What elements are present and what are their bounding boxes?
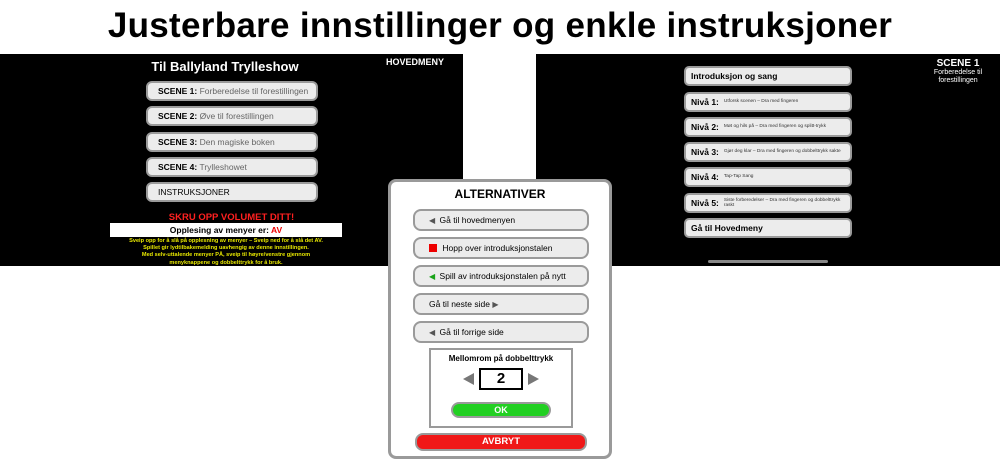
scene-desc: Forberedelse til forestillingen <box>199 86 309 96</box>
level-2-button[interactable] <box>684 117 852 137</box>
scene-1-button[interactable] <box>146 81 318 101</box>
triangle-right-icon: ▶ <box>492 300 499 309</box>
level-desc: Gjør deg klar – Dra med fingeren og dobbelttrykk sakte <box>723 149 841 155</box>
go-main-menu-button[interactable] <box>684 218 852 238</box>
instructions-button[interactable] <box>146 182 318 202</box>
replay-intro-option[interactable] <box>413 265 589 287</box>
scene-header <box>916 58 1000 84</box>
dialog-title: ALTERNATIVER <box>454 187 546 201</box>
option-label: Gå til hovedmenyen <box>439 215 516 225</box>
help-line: Sveip opp for å slå på opplesning av menyer – Sveip ned for å slå det AV. <box>129 238 323 244</box>
reading-value: AV <box>271 225 283 235</box>
level-1-button[interactable] <box>684 92 852 112</box>
ok-button[interactable]: OK <box>451 402 551 418</box>
help-line: Med selv-uttalende menyer PÅ, sveip til høyre/venstre gjennom <box>141 252 311 259</box>
level-label: Nivå 1: <box>691 97 719 107</box>
gap-value: 2 <box>479 368 523 390</box>
option-label: Gå til neste side <box>429 299 490 309</box>
scene-label: SCENE 2: <box>158 111 198 121</box>
level-label: Gå til Hovedmeny <box>691 223 763 233</box>
increase-arrow-icon[interactable] <box>527 372 541 386</box>
level-label: Nivå 4: <box>691 172 719 182</box>
scene-desc: Den magiske boken <box>199 137 275 147</box>
scene-label: SCENE 1: <box>158 86 198 96</box>
triangle-left-icon: ◀ <box>429 216 436 225</box>
intro-song-button[interactable] <box>684 66 852 86</box>
gap-title: Mellomrom på dobbelttrykk <box>448 354 554 363</box>
level-label: Nivå 5: <box>691 198 719 208</box>
level-desc: Utforsk scenen – Dra med fingeren <box>723 99 799 105</box>
go-main-menu-option[interactable] <box>413 209 589 231</box>
skip-intro-option[interactable] <box>413 237 589 259</box>
level-desc: Tap-Tap Sang <box>723 174 754 180</box>
home-indicator[interactable] <box>708 260 828 263</box>
help-line: Spillet gir lydtilbakemelding uavhengig av denne innstillingen. <box>143 245 309 252</box>
level-4-button[interactable] <box>684 167 852 187</box>
reading-label: Opplesing av menyer er: <box>169 225 269 235</box>
level-label: Nivå 3: <box>691 147 719 157</box>
level-3-button[interactable] <box>684 142 852 162</box>
scene-4-button[interactable] <box>146 157 318 177</box>
options-dialog <box>388 179 612 459</box>
scene-title: SCENE 1 <box>936 58 980 69</box>
scene-desc: Øve til forestillingen <box>199 111 274 121</box>
scene-subtitle: Forberedelse til forestillingen <box>933 69 983 84</box>
headline: Justerbare innstillinger og enkle instruksjoner <box>107 6 893 45</box>
level-5-button[interactable] <box>684 193 852 213</box>
next-page-option[interactable] <box>413 293 589 315</box>
double-tap-gap-panel <box>429 348 573 428</box>
menu-reading-toggle[interactable] <box>110 223 342 237</box>
option-label: Spill av introduksjonstalen på nytt <box>439 271 566 281</box>
help-line: menyknappene og dobbelttrykk for å bruk. <box>169 259 283 266</box>
previous-page-option[interactable] <box>413 321 589 343</box>
scene-label: SCENE 4: <box>158 162 198 172</box>
option-label: Gå til forrige side <box>439 327 504 337</box>
scene-2-button[interactable] <box>146 106 318 126</box>
stop-square-icon <box>429 244 437 252</box>
volume-warning: SKRU OPP VOLUMET DITT! <box>168 212 295 223</box>
level-label: Introduksjon og sang <box>691 71 778 81</box>
instructions-label: INSTRUKSJONER <box>158 187 230 197</box>
main-menu-label: HOVEDMENY <box>386 57 445 67</box>
play-left-green-icon: ◀ <box>429 272 436 281</box>
scene-label: SCENE 3: <box>158 137 198 147</box>
level-desc: Møt og hils på – Dra med fingeren og splitt-trykk <box>723 124 826 130</box>
triangle-left-icon: ◀ <box>429 328 436 337</box>
option-label: Hopp over introduksjonstalen <box>442 243 553 253</box>
level-desc: Siste forberedelser – Dra med fingeren og dobbelttrykk raskt <box>723 197 841 208</box>
decrease-arrow-icon[interactable] <box>461 372 475 386</box>
app-title: Til Ballyland Trylleshow <box>151 59 299 74</box>
scene-desc: Trylleshowet <box>199 162 247 172</box>
scene-3-button[interactable] <box>146 132 318 152</box>
cancel-button[interactable]: AVBRYT <box>415 433 587 451</box>
level-label: Nivå 2: <box>691 122 719 132</box>
help-text <box>100 238 352 266</box>
